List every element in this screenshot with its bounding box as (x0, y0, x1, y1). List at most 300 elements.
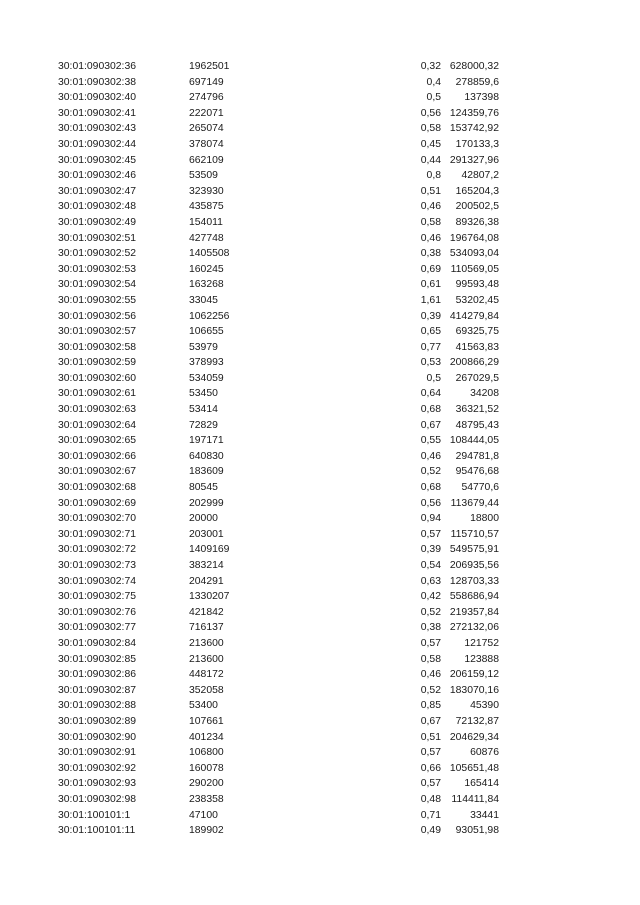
row-margin (0, 293, 58, 309)
table-row (0, 620, 640, 636)
table-row (0, 558, 640, 574)
row-margin (0, 527, 58, 543)
row-margin (0, 402, 58, 418)
row-margin (0, 433, 58, 449)
empty-cell (299, 652, 395, 668)
value-cell: 219357,84 (449, 606, 499, 618)
area-cell: 238358 (189, 793, 224, 805)
value-cell: 42807,2 (461, 170, 499, 182)
row-trailing-space (499, 106, 640, 122)
rate-cell: 0,46 (420, 201, 441, 213)
row-trailing-space (499, 636, 640, 652)
empty-cell (299, 776, 395, 792)
rate-cell: 0,68 (420, 404, 441, 416)
empty-cell (299, 636, 395, 652)
empty-cell (299, 418, 395, 434)
area-cell: 1409169 (189, 544, 230, 556)
row-margin (0, 246, 58, 262)
row-trailing-space (499, 714, 640, 730)
cadastral-number-cell: 30:01:090302:54 (58, 279, 137, 291)
row-trailing-space (499, 277, 640, 293)
cadastral-number-cell: 30:01:090302:74 (58, 575, 137, 587)
empty-cell (299, 90, 395, 106)
rate-cell: 0,53 (420, 357, 441, 369)
area-cell: 290200 (189, 778, 224, 790)
cadastral-number-cell: 30:01:100101:11 (58, 825, 136, 837)
rate-cell: 0,55 (420, 435, 441, 447)
row-margin (0, 324, 58, 340)
cadastral-number-cell: 30:01:090302:56 (58, 310, 137, 322)
table-row (0, 231, 640, 247)
value-cell: 108444,05 (449, 435, 499, 447)
row-margin (0, 106, 58, 122)
rate-cell: 0,45 (420, 138, 441, 150)
rate-cell: 0,85 (420, 700, 441, 712)
empty-cell (299, 589, 395, 605)
row-margin (0, 355, 58, 371)
cadastral-number-cell: 30:01:090302:84 (58, 637, 137, 649)
area-cell: 265074 (189, 123, 224, 135)
empty-cell (299, 496, 395, 512)
row-margin (0, 121, 58, 137)
area-cell: 534059 (189, 372, 224, 384)
empty-cell (299, 262, 395, 278)
row-margin (0, 371, 58, 387)
row-margin (0, 231, 58, 247)
value-cell: 137398 (464, 92, 499, 104)
rate-cell: 0,56 (420, 107, 441, 119)
value-cell: 549575,91 (449, 544, 499, 556)
row-margin (0, 574, 58, 590)
area-cell: 33045 (189, 294, 218, 306)
row-trailing-space (499, 808, 640, 824)
rate-cell: 0,63 (420, 575, 441, 587)
rate-cell: 0,5 (426, 372, 441, 384)
table-row (0, 730, 640, 746)
value-cell: 278859,6 (455, 76, 499, 88)
table-row (0, 511, 640, 527)
cadastral-number-cell: 30:01:090302:44 (58, 138, 137, 150)
row-margin (0, 636, 58, 652)
value-cell: 153742,92 (449, 123, 499, 135)
table-row (0, 293, 640, 309)
empty-cell (299, 574, 395, 590)
empty-cell (299, 605, 395, 621)
row-margin (0, 386, 58, 402)
row-trailing-space (499, 137, 640, 153)
row-trailing-space (499, 386, 640, 402)
table-row (0, 386, 640, 402)
cadastral-number-cell: 30:01:090302:72 (58, 544, 137, 556)
value-cell: 89326,38 (455, 216, 499, 228)
cadastral-number-cell: 30:01:090302:53 (58, 263, 137, 275)
cadastral-number-cell: 30:01:090302:58 (58, 341, 137, 353)
row-trailing-space (499, 480, 640, 496)
cadastral-number-cell: 30:01:090302:68 (58, 482, 137, 494)
cadastral-number-cell: 30:01:090302:51 (58, 232, 137, 244)
rate-cell: 0,39 (420, 310, 441, 322)
rate-cell: 0,46 (420, 669, 441, 681)
row-trailing-space (499, 293, 640, 309)
value-cell: 121752 (464, 637, 499, 649)
value-cell: 196764,08 (449, 232, 499, 244)
value-cell: 414279,84 (449, 310, 499, 322)
value-cell: 105651,48 (449, 762, 499, 774)
row-trailing-space (499, 683, 640, 699)
row-trailing-space (499, 761, 640, 777)
table-row (0, 527, 640, 543)
row-trailing-space (499, 620, 640, 636)
area-cell: 183609 (189, 466, 224, 478)
row-trailing-space (499, 589, 640, 605)
cadastral-number-cell: 30:01:090302:38 (58, 76, 137, 88)
empty-cell (299, 402, 395, 418)
cadastral-number-cell: 30:01:090302:69 (58, 497, 137, 509)
rate-cell: 0,57 (420, 528, 441, 540)
table-row (0, 355, 640, 371)
rate-cell: 0,67 (420, 419, 441, 431)
row-trailing-space (499, 231, 640, 247)
empty-cell (299, 59, 395, 75)
area-cell: 53400 (189, 700, 218, 712)
row-trailing-space (499, 433, 640, 449)
row-trailing-space (499, 215, 640, 231)
area-cell: 383214 (189, 560, 224, 571)
row-trailing-space (499, 121, 640, 137)
empty-cell (299, 808, 395, 824)
area-cell: 352058 (189, 684, 224, 696)
area-cell: 189902 (189, 825, 224, 837)
area-cell: 160078 (189, 762, 224, 774)
cadastral-number-cell: 30:01:090302:90 (58, 731, 137, 743)
rate-cell: 0,4 (426, 76, 441, 88)
value-cell: 291327,96 (449, 154, 499, 166)
row-margin (0, 153, 58, 169)
cadastral-number-cell: 30:01:090302:98 (58, 793, 137, 805)
row-trailing-space (499, 776, 640, 792)
value-cell: 123888 (464, 653, 499, 665)
value-cell: 170133,3 (455, 138, 499, 150)
area-cell: 53979 (189, 341, 218, 353)
cadastral-number-cell: 30:01:090302:57 (58, 326, 137, 338)
rate-cell: 0,46 (420, 450, 441, 462)
empty-cell (299, 215, 395, 231)
data-table (0, 59, 640, 839)
row-margin (0, 511, 58, 527)
empty-cell (299, 137, 395, 153)
row-margin (0, 714, 58, 730)
table-row (0, 402, 640, 418)
value-cell: 200866,29 (449, 357, 499, 369)
cadastral-number-cell: 30:01:090302:76 (58, 606, 137, 618)
table-row (0, 636, 640, 652)
rate-cell: 1,61 (420, 294, 441, 306)
cadastral-number-cell: 30:01:090302:77 (58, 622, 137, 634)
rate-cell: 0,32 (420, 61, 441, 72)
empty-cell (299, 340, 395, 356)
value-cell: 115710,57 (450, 528, 499, 540)
rate-cell: 0,38 (420, 248, 441, 260)
row-margin (0, 168, 58, 184)
cadastral-number-cell: 30:01:090302:64 (58, 419, 137, 431)
row-margin (0, 730, 58, 746)
rate-cell: 0,57 (420, 747, 441, 759)
area-cell: 197171 (189, 435, 224, 447)
area-cell: 20000 (189, 513, 218, 525)
value-cell: 18800 (470, 513, 499, 525)
row-trailing-space (499, 371, 640, 387)
cadastral-number-cell: 30:01:090302:40 (58, 92, 137, 104)
row-margin (0, 823, 58, 839)
empty-cell (299, 698, 395, 714)
table-row (0, 683, 640, 699)
area-cell: 401234 (189, 731, 224, 743)
rate-cell: 0,42 (420, 591, 441, 603)
table-row (0, 121, 640, 137)
rate-cell: 0,38 (420, 622, 441, 634)
value-cell: 558686,94 (449, 591, 499, 603)
value-cell: 165414 (464, 778, 499, 790)
table-row (0, 761, 640, 777)
row-trailing-space (499, 496, 640, 512)
cadastral-number-cell: 30:01:090302:67 (58, 466, 137, 478)
value-cell: 204629,34 (449, 731, 499, 743)
area-cell: 1405508 (189, 248, 230, 260)
rate-cell: 0,51 (420, 731, 441, 743)
cadastral-number-cell: 30:01:090302:48 (58, 201, 137, 213)
row-margin (0, 605, 58, 621)
row-trailing-space (499, 324, 640, 340)
cadastral-number-cell: 30:01:090302:89 (58, 715, 137, 727)
area-cell: 106800 (189, 747, 224, 759)
cadastral-number-cell: 30:01:090302:70 (58, 513, 137, 525)
table-row (0, 496, 640, 512)
value-cell: 110569,05 (450, 263, 499, 275)
row-trailing-space (499, 574, 640, 590)
row-margin (0, 776, 58, 792)
area-cell: 427748 (189, 232, 224, 244)
value-cell: 534093,04 (449, 248, 499, 260)
value-cell: 60876 (470, 747, 499, 759)
table-row (0, 589, 640, 605)
cadastral-number-cell: 30:01:090302:52 (58, 248, 137, 260)
area-cell: 378074 (189, 138, 224, 150)
row-trailing-space (499, 75, 640, 91)
row-trailing-space (499, 527, 640, 543)
empty-cell (299, 761, 395, 777)
value-cell: 69325,75 (455, 326, 499, 338)
rate-cell: 0,52 (420, 466, 441, 478)
value-cell: 294781,8 (455, 450, 499, 462)
row-trailing-space (499, 652, 640, 668)
table-row (0, 199, 640, 215)
table-row (0, 153, 640, 169)
table-row (0, 184, 640, 200)
row-margin (0, 215, 58, 231)
row-margin (0, 75, 58, 91)
table-row (0, 277, 640, 293)
table-row (0, 792, 640, 808)
value-cell: 183070,16 (449, 684, 499, 696)
value-cell: 113679,44 (450, 497, 499, 509)
rate-cell: 0,56 (420, 497, 441, 509)
rate-cell: 0,71 (420, 809, 441, 821)
row-margin (0, 480, 58, 496)
row-margin (0, 761, 58, 777)
area-cell: 1330207 (189, 591, 230, 603)
empty-cell (299, 714, 395, 730)
row-margin (0, 90, 58, 106)
rate-cell: 0,57 (420, 637, 441, 649)
empty-cell (299, 168, 395, 184)
empty-cell (299, 511, 395, 527)
table-row (0, 168, 640, 184)
row-margin (0, 620, 58, 636)
row-margin (0, 277, 58, 293)
table-row (0, 137, 640, 153)
area-cell: 204291 (189, 575, 224, 587)
value-cell: 114411,84 (451, 793, 499, 805)
row-trailing-space (499, 309, 640, 325)
row-margin (0, 683, 58, 699)
rate-cell: 0,48 (420, 793, 441, 805)
row-margin (0, 496, 58, 512)
area-cell: 323930 (189, 185, 224, 197)
row-trailing-space (499, 605, 640, 621)
empty-cell (299, 75, 395, 91)
row-margin (0, 137, 58, 153)
rate-cell: 0,52 (420, 606, 441, 618)
area-cell: 274796 (189, 92, 224, 104)
value-cell: 95476,68 (455, 466, 499, 478)
empty-cell (299, 184, 395, 200)
empty-cell (299, 464, 395, 480)
row-margin (0, 449, 58, 465)
value-cell: 36321,52 (455, 404, 499, 416)
table-row (0, 59, 640, 75)
value-cell: 272132,06 (449, 622, 499, 634)
table-row (0, 574, 640, 590)
cadastral-number-cell: 30:01:090302:86 (58, 669, 137, 681)
empty-cell (299, 620, 395, 636)
cadastral-number-cell: 30:01:090302:45 (58, 154, 137, 166)
rate-cell: 0,64 (420, 388, 441, 400)
row-trailing-space (499, 168, 640, 184)
rate-cell: 0,5 (426, 92, 441, 104)
value-cell: 48795,43 (455, 419, 499, 431)
table-row (0, 418, 640, 434)
table-row (0, 309, 640, 325)
value-cell: 45390 (470, 700, 499, 712)
empty-cell (299, 199, 395, 215)
row-margin (0, 199, 58, 215)
area-cell: 378993 (189, 357, 224, 369)
table-row (0, 480, 640, 496)
empty-cell (299, 542, 395, 558)
area-cell: 80545 (189, 482, 218, 494)
empty-cell (299, 745, 395, 761)
value-cell: 34208 (470, 388, 499, 400)
value-cell: 124359,76 (449, 107, 499, 119)
empty-cell (299, 231, 395, 247)
value-cell: 54770,6 (461, 482, 499, 494)
table-row (0, 371, 640, 387)
row-trailing-space (499, 464, 640, 480)
row-trailing-space (499, 402, 640, 418)
row-margin (0, 589, 58, 605)
row-margin (0, 558, 58, 574)
cadastral-number-cell: 30:01:090302:66 (58, 450, 137, 462)
rate-cell: 0,58 (420, 123, 441, 135)
area-cell: 697149 (189, 76, 224, 88)
empty-cell (299, 558, 395, 574)
empty-cell (299, 355, 395, 371)
row-margin (0, 652, 58, 668)
rate-cell: 0,67 (420, 715, 441, 727)
empty-cell (299, 324, 395, 340)
value-cell: 72132,87 (455, 715, 499, 727)
cadastral-number-cell: 30:01:090302:88 (58, 700, 137, 712)
row-trailing-space (499, 511, 640, 527)
rate-cell: 0,54 (420, 560, 441, 571)
area-cell: 47100 (189, 809, 218, 821)
table-row (0, 464, 640, 480)
area-cell: 435875 (189, 201, 224, 213)
empty-cell (299, 433, 395, 449)
cadastral-number-cell: 30:01:100101:1 (58, 809, 131, 821)
empty-cell (299, 683, 395, 699)
empty-cell (299, 309, 395, 325)
row-margin (0, 792, 58, 808)
area-cell: 106655 (189, 326, 224, 338)
rate-cell: 0,65 (420, 326, 441, 338)
cadastral-number-cell: 30:01:090302:71 (58, 528, 137, 540)
table-row (0, 433, 640, 449)
table-row (0, 106, 640, 122)
cadastral-number-cell: 30:01:090302:93 (58, 778, 137, 790)
table-row (0, 808, 640, 824)
empty-cell (299, 792, 395, 808)
area-cell: 222071 (189, 107, 224, 119)
value-cell: 628000,32 (449, 61, 499, 72)
rate-cell: 0,39 (420, 544, 441, 556)
cadastral-number-cell: 30:01:090302:47 (58, 185, 137, 197)
row-margin (0, 745, 58, 761)
row-trailing-space (499, 745, 640, 761)
area-cell: 213600 (189, 653, 224, 665)
area-cell: 53414 (189, 404, 218, 416)
empty-cell (299, 277, 395, 293)
rate-cell: 0,44 (420, 154, 441, 166)
rate-cell: 0,58 (420, 653, 441, 665)
value-cell: 53202,45 (455, 294, 499, 306)
rate-cell: 0,58 (420, 216, 441, 228)
empty-cell (299, 386, 395, 402)
row-margin (0, 59, 58, 75)
row-margin (0, 309, 58, 325)
area-cell: 421842 (189, 606, 224, 618)
table-row (0, 745, 640, 761)
row-margin (0, 340, 58, 356)
cadastral-number-cell: 30:01:090302:49 (58, 216, 137, 228)
rate-cell: 0,94 (420, 513, 441, 525)
row-trailing-space (499, 246, 640, 262)
empty-cell (299, 449, 395, 465)
row-trailing-space (499, 698, 640, 714)
row-trailing-space (499, 262, 640, 278)
cadastral-number-cell: 30:01:090302:46 (58, 170, 137, 182)
row-trailing-space (499, 153, 640, 169)
